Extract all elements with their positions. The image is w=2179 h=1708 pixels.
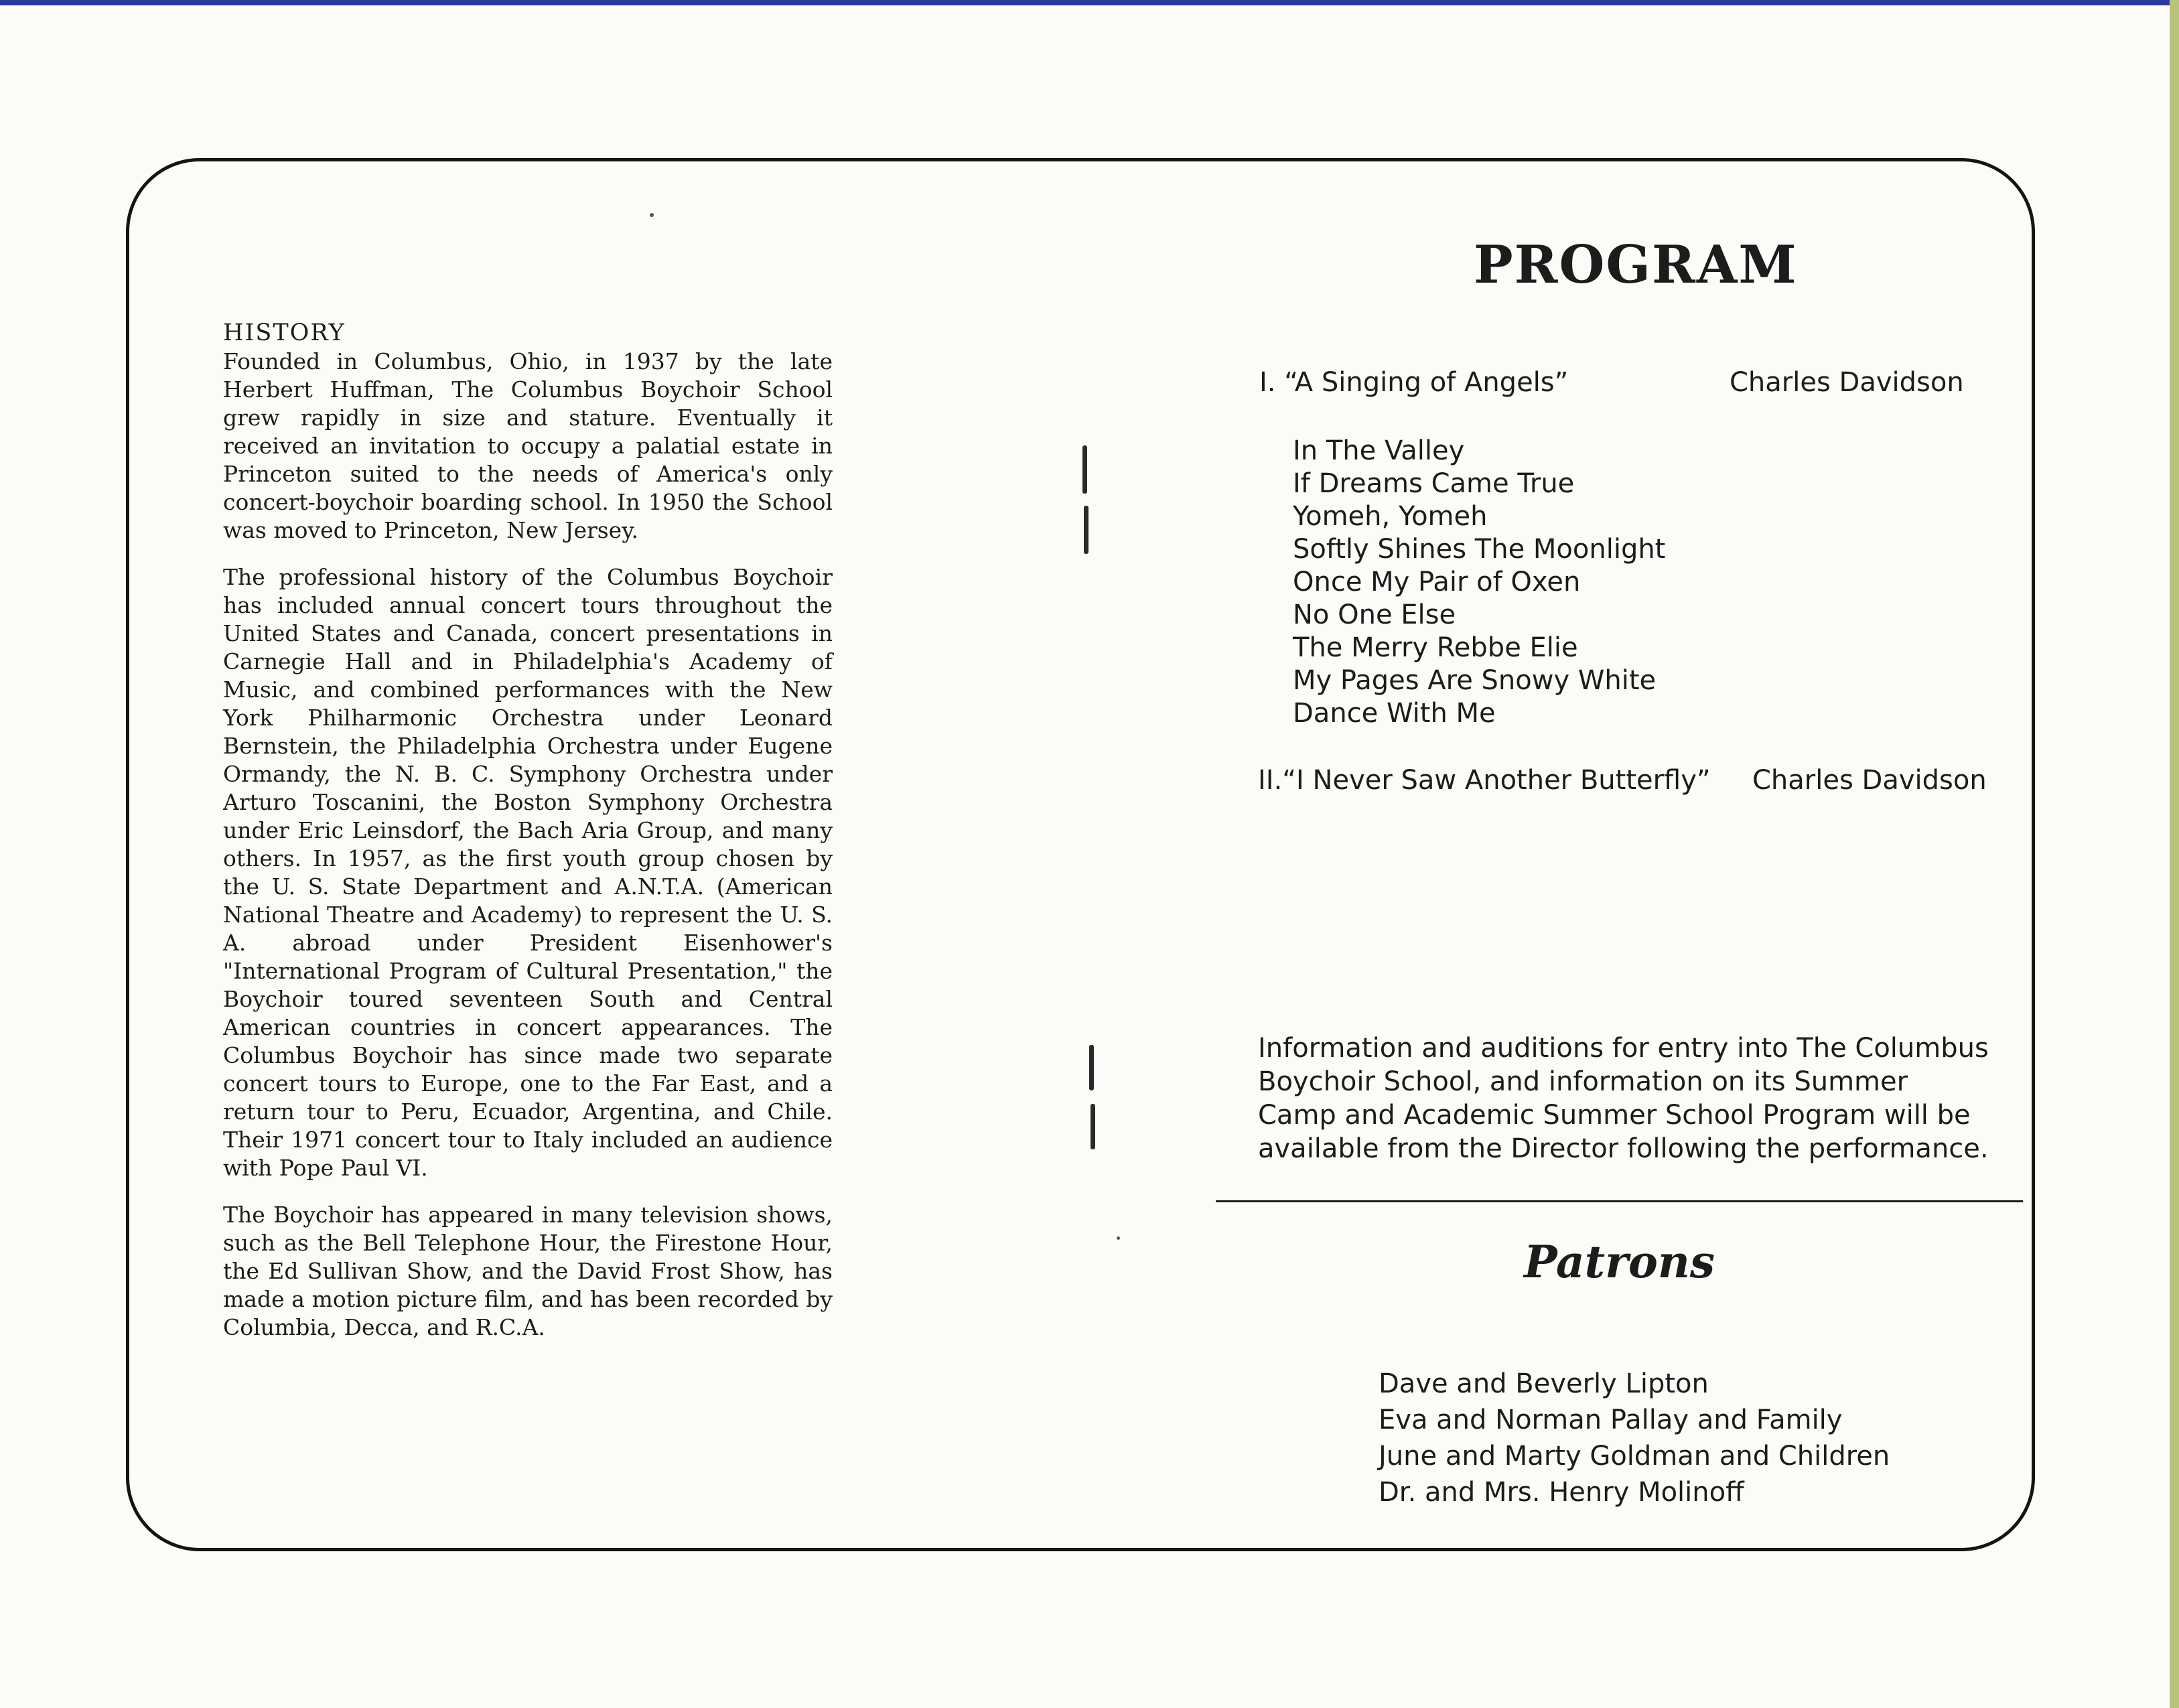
history-paragraph-2: The professional history of the Columbus Boychoir has included annual concert tours throughout the United States and Canada, concert presentations in Carnegie Hall and in Philadelphia's Academy of Music, and combined performances with the New York Philharmonic Orchestra under Leonard Bernstein, the Philadelphia Orchestra under Eugene Ormandy, the N. B. C. Symphony Orchestra under Arturo Toscanini, the Boston Symphony Orchestra under Eric Leinsdorf, the Bach Aria Group, and many others. In 1957, as the first youth group chosen by the U. S. State Department and A.N.T.A. (American National Theatre and Academy) to represent the U. S. A. abroad under President Eisenhower's "International Program of Cultural Presentation," the Boychoir toured seventeen South and Central American countries in concert appearances. The Columbus Boychoir has since made two separate concert tours to Europe, one to the Far East, and a return tour to Peru, Ecuador, Argentina, and Chile. Their 1971 concert tour to Italy included an audience with Pope Paul VI. bbox=[223, 564, 833, 1181]
auditions-info bbox=[1258, 1031, 2035, 1165]
program-part-2-composer: Charles Davidson bbox=[1752, 765, 1987, 796]
history-paragraph-1: Founded in Columbus, Ohio, in 1937 by the late Herbert Huffman, The Columbus Boychoir School grew rapidly in size and stature. Eventually it received an invitation to occupy a palatial estate in Princeton suited to the needs of America's only concert-boychoir boarding school. In 1950 the School was moved to Princeton, New Jersey. bbox=[223, 348, 833, 543]
history-paragraph-3: The Boychoir has appeared in many television shows, such as the Bell Telephone Hour, the Firestone Hour, the Ed Sullivan Show, and the David Frost Show, has made a motion picture film, and has been recorded by Columbia, Decca, and R.C.A. bbox=[223, 1202, 833, 1340]
section-divider bbox=[1216, 1200, 2023, 1202]
info-line: available from the Director following the performance. bbox=[1258, 1133, 1989, 1164]
song-item: Yomeh, Yomeh bbox=[1293, 501, 1488, 532]
song-item: If Dreams Came True bbox=[1293, 468, 1575, 499]
info-line: Information and auditions for entry into The Columbus bbox=[1258, 1033, 1989, 1064]
paper-speck bbox=[1117, 1236, 1120, 1240]
top-edge-strip bbox=[0, 0, 2179, 5]
binding-stitch bbox=[1082, 445, 1087, 494]
song-item: My Pages Are Snowy White bbox=[1293, 665, 1657, 696]
song-item: The Merry Rebbe Elie bbox=[1293, 632, 1578, 663]
song-item: No One Else bbox=[1293, 599, 1456, 630]
patrons-title: Patrons bbox=[1524, 1236, 1715, 1288]
right-edge-strip bbox=[2170, 0, 2179, 1708]
song-item: In The Valley bbox=[1293, 435, 1465, 466]
song-item: Dance With Me bbox=[1293, 698, 1496, 729]
program-part-1-composer: Charles Davidson bbox=[1730, 367, 1964, 398]
patron-name: Dave and Beverly Lipton bbox=[1379, 1368, 1709, 1399]
binding-stitch bbox=[1084, 506, 1088, 554]
song-item: Once My Pair of Oxen bbox=[1293, 567, 1581, 597]
paper-speck bbox=[650, 213, 654, 217]
binding-stitch bbox=[1089, 1045, 1094, 1090]
program-title: PROGRAM bbox=[1474, 234, 1798, 295]
patron-name: June and Marty Goldman and Children bbox=[1379, 1441, 1890, 1472]
patron-name: Dr. and Mrs. Henry Molinoff bbox=[1379, 1477, 1744, 1508]
binding-stitch bbox=[1091, 1104, 1095, 1149]
info-line: Boychoir School, and information on its Summer bbox=[1258, 1066, 1908, 1097]
program-part-1-label: I. “A Singing of Angels” bbox=[1259, 367, 1569, 398]
patron-name: Eva and Norman Pallay and Family bbox=[1379, 1405, 1843, 1435]
history-heading: HISTORY bbox=[223, 319, 346, 346]
history-section bbox=[223, 318, 833, 1360]
info-line: Camp and Academic Summer School Program will be bbox=[1258, 1100, 1971, 1131]
song-item: Softly Shines The Moonlight bbox=[1293, 534, 1666, 565]
program-part-2-label: II.“I Never Saw Another Butterfly” bbox=[1258, 765, 1711, 796]
